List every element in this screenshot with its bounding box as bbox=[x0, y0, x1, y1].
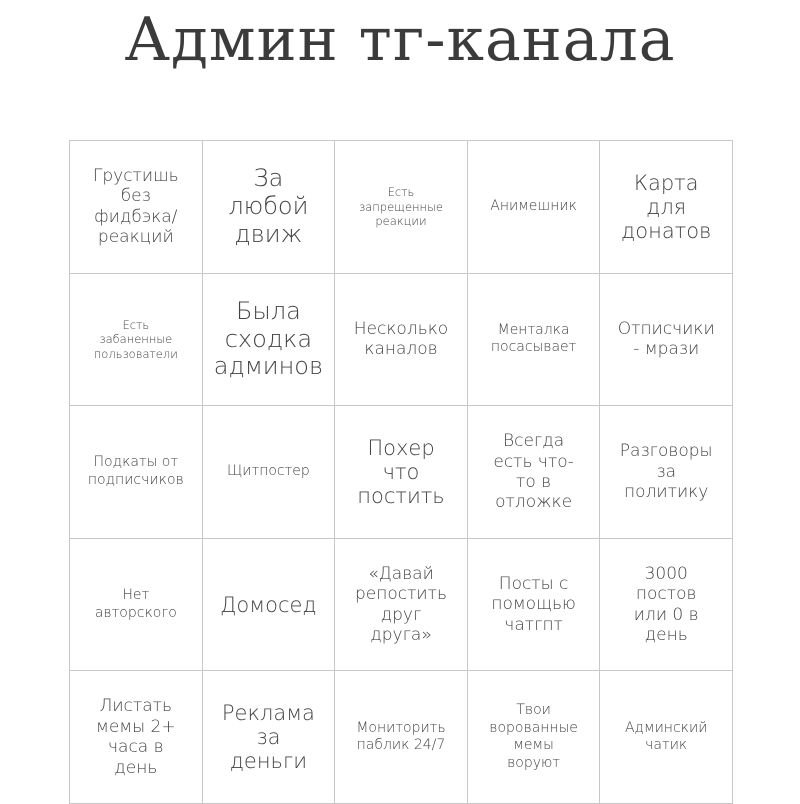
bingo-cell-text: Посты с помощью чатгпт bbox=[491, 574, 576, 635]
page-title: Админ тг-канала bbox=[124, 5, 676, 75]
bingo-cell bbox=[600, 539, 733, 672]
bingo-cell-text: Грустишь без фидбэка/ реакций bbox=[92, 166, 179, 248]
bingo-cell-text: Есть запрещенные реакции bbox=[359, 185, 443, 228]
bingo-cell-text: Реклама за деньги bbox=[221, 700, 315, 774]
bingo-cell-text: Похер что постить bbox=[357, 435, 445, 509]
bingo-cell bbox=[335, 274, 468, 407]
bingo-cell bbox=[600, 274, 733, 407]
bingo-cell bbox=[335, 141, 468, 274]
bingo-cell bbox=[203, 406, 336, 539]
bingo-cell-text: Нет авторского bbox=[94, 587, 177, 621]
bingo-cell-text: Была сходка админов bbox=[213, 297, 324, 381]
bingo-cell bbox=[468, 406, 601, 539]
bingo-cell-text: Админский чатик bbox=[624, 719, 708, 754]
bingo-cell-text: Отписчики - мрази bbox=[617, 319, 715, 360]
bingo-cell-text: «Давай репостить друг друга» bbox=[354, 563, 447, 645]
bingo-cell-text: Всегда есть что- то в отложке bbox=[493, 431, 574, 513]
bingo-cell bbox=[468, 274, 601, 407]
bingo-cell-text: 3000 постов или 0 в день bbox=[633, 563, 699, 645]
bingo-cell bbox=[70, 141, 203, 274]
bingo-cell bbox=[203, 539, 336, 672]
bingo-cell-text: Разговоры за политику bbox=[619, 441, 713, 503]
bingo-cell bbox=[335, 539, 468, 672]
bingo-cell bbox=[468, 141, 601, 274]
bingo-cell bbox=[600, 671, 733, 804]
bingo-cell-text: Несколько каналов bbox=[353, 319, 449, 360]
bingo-cell bbox=[600, 406, 733, 539]
bingo-cell bbox=[203, 274, 336, 407]
bingo-grid bbox=[69, 140, 733, 804]
bingo-cell-text: Менталка посасывает bbox=[490, 321, 577, 356]
bingo-cell-text: Твои ворованные мемы воруют bbox=[489, 702, 578, 771]
bingo-cell bbox=[335, 671, 468, 804]
bingo-cell bbox=[70, 539, 203, 672]
bingo-cell-text: За любой движ bbox=[228, 164, 309, 248]
bingo-cell bbox=[468, 539, 601, 672]
bingo-cell bbox=[70, 274, 203, 407]
bingo-cell bbox=[203, 141, 336, 274]
bingo-cell-text: Щитпостер bbox=[226, 463, 310, 480]
bingo-cell-text: Анимешник bbox=[490, 198, 577, 215]
bingo-cell bbox=[70, 671, 203, 804]
bingo-cell-text: Листать мемы 2+ часа в день bbox=[96, 696, 176, 778]
bingo-cell-text: Карта для донатов bbox=[621, 170, 712, 243]
bingo-cell bbox=[600, 141, 733, 274]
bingo-cell-text: Подкаты от подписчиков bbox=[87, 454, 184, 488]
bingo-cell bbox=[203, 671, 336, 804]
bingo-cell-text: Есть забаненные пользователи bbox=[93, 317, 178, 361]
bingo-cell bbox=[468, 671, 601, 804]
bingo-cell-text: Домосед bbox=[220, 592, 317, 617]
bingo-cell bbox=[335, 406, 468, 539]
bingo-cell-text: Мониторить паблик 24/7 bbox=[356, 719, 446, 754]
bingo-cell bbox=[70, 406, 203, 539]
